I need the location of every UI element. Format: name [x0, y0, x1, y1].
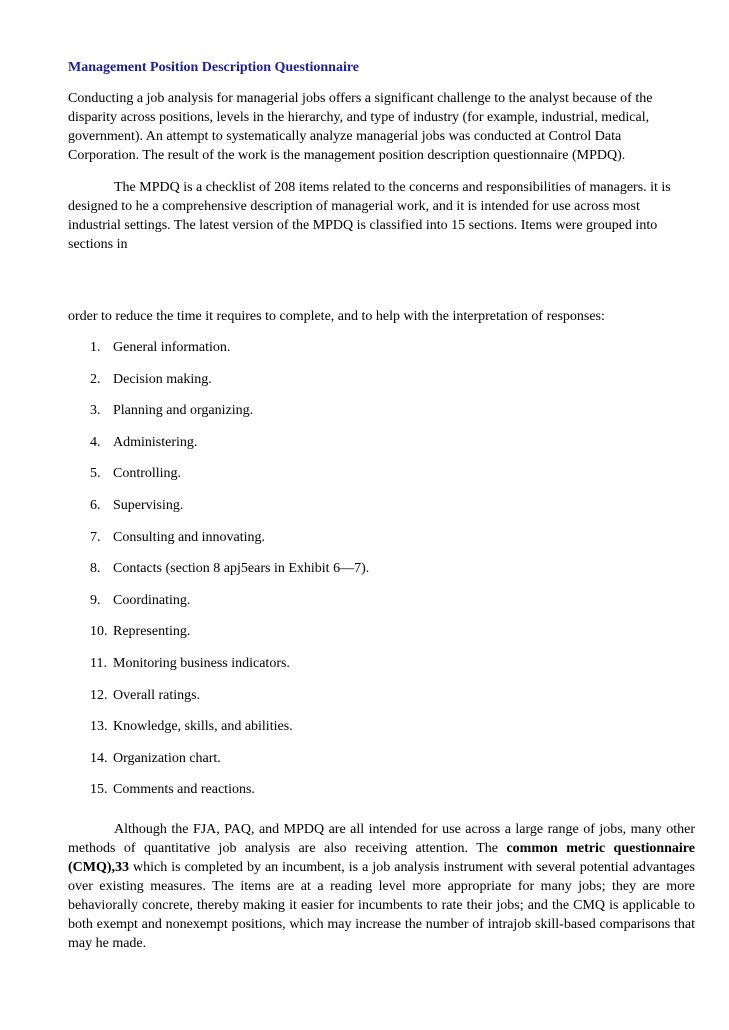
list-item-text: Monitoring business indicators.: [113, 655, 290, 671]
list-item: [68, 622, 695, 641]
list-item-text: General information.: [113, 340, 231, 355]
list-item: [68, 654, 695, 673]
list-item-text: Contacts (section 8 apj5ears in Exhibit 6—7).: [113, 561, 370, 577]
list-item: [68, 559, 695, 578]
cmq-term: common metric questionnaire (CMQ),33: [68, 841, 695, 876]
list-item-text: Decision making.: [113, 371, 212, 387]
cmq-paragraph-rest: which is completed by an incumbent, is a job analysis instrument with several potential advantages over existing measures. The items are at a reading level more appropriate for many jobs; they are more behaviorally concrete, thereby making it easier for incumbents to rate their jobs; and the CMQ is applicable to both exempt and nonexempt positions, which may increase the number of intrajob skill-based comparisons that may he made.: [68, 860, 695, 952]
mpdq-paragraph: The MPDQ is a checklist of 208 items related to the concerns and responsibilities of managers. it is designed to he a comprehensive description of managerial work, and it is intended for use across most industrial settings. The latest version of the MPDQ is classified into 15 sections. Items were grouped into sections in: [68, 180, 671, 252]
list-item-number: 2.: [90, 371, 101, 387]
list-item-number: 12.: [90, 687, 108, 703]
list-item: [68, 686, 695, 705]
intro-paragraph: Conducting a job analysis for managerial jobs offers a significant challenge to the analyst because of the disparity across positions, levels in the hierarchy, and type of industry (for example, industrial, medical, government). An attempt to systematically analyze managerial jobs was conducted at Control Data Corporation. The result of the work is the management position description questionnaire (MPDQ).: [68, 91, 653, 163]
list-item-text: Representing.: [113, 624, 191, 640]
cmq-paragraph: [68, 820, 695, 953]
list-item-number: 11.: [90, 655, 107, 671]
list-item: [68, 717, 695, 736]
list-item: [68, 338, 695, 357]
list-item: [68, 401, 695, 420]
list-item: [68, 370, 695, 389]
list-item-number: 4.: [90, 434, 101, 450]
list-item-text: Supervising.: [113, 497, 184, 513]
list-item: [68, 433, 695, 452]
list-item-text: Controlling.: [113, 466, 182, 482]
document-page: [68, 58, 695, 953]
page-title: Management Position Description Questionnaire: [68, 60, 360, 75]
list-item-number: 13.: [90, 719, 108, 735]
sections-list: [68, 338, 695, 799]
list-item: [68, 528, 695, 547]
list-item-text: Knowledge, skills, and abilities.: [113, 719, 293, 735]
list-item-text: Planning and organizing.: [113, 403, 254, 419]
cmq-paragraph-lead: Although the FJA, PAQ, and MPDQ are all intended for use across a large range of jobs, many other methods of quantitative job analysis are also receiving attention. The: [68, 822, 695, 857]
list-item-number: 10.: [90, 624, 108, 640]
list-item: [68, 780, 695, 799]
list-item: [68, 591, 695, 610]
list-item: [68, 464, 695, 483]
list-item-text: Overall ratings.: [113, 687, 201, 703]
list-item-number: 7.: [90, 529, 101, 545]
list-item-number: 8.: [90, 561, 101, 577]
list-item-text: Comments and reactions.: [113, 782, 255, 798]
list-item-number: 5.: [90, 466, 101, 482]
list-item-number: 9.: [90, 592, 101, 608]
list-item-number: 14.: [90, 750, 108, 766]
list-item-number: 3.: [90, 403, 101, 419]
list-item: [68, 496, 695, 515]
continuation-paragraph: order to reduce the time it requires to complete, and to help with the interpretation of responses:: [68, 309, 605, 324]
list-item-text: Coordinating.: [113, 592, 191, 608]
list-item-number: 1.: [90, 340, 101, 355]
list-item: [68, 749, 695, 768]
list-item-text: Administering.: [113, 434, 198, 450]
list-item-number: 6.: [90, 497, 101, 513]
list-item-number: 15.: [90, 782, 108, 798]
list-item-text: Consulting and innovating.: [113, 529, 266, 545]
list-item-text: Organization chart.: [113, 750, 221, 766]
